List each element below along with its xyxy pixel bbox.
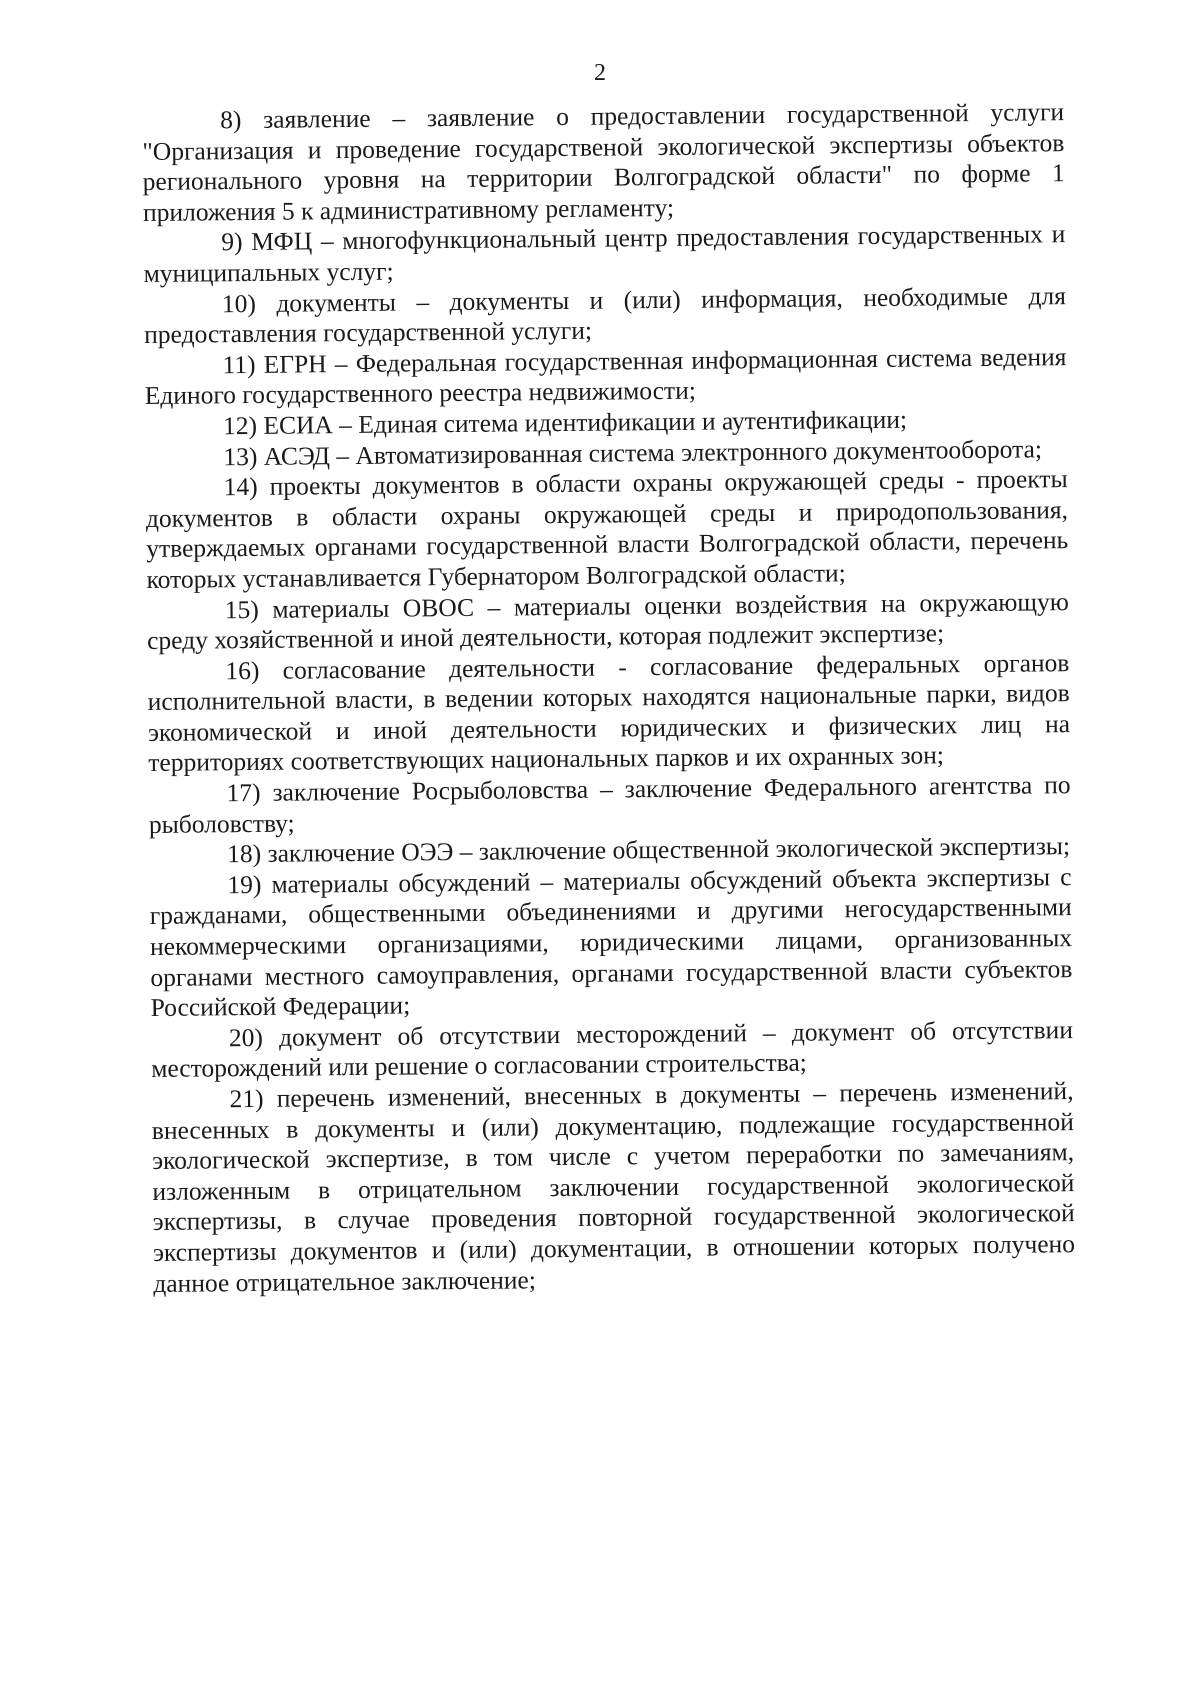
definition-item-10: 10) документы – документы и (или) информация, необходимые для предоставления государственной услуги; — [144, 280, 1066, 350]
definition-item-8: 8) заявление – заявление о предоставлении государственной услуги "Организация и проведение государственой экологической экспертизы объектов регионального уровня на территории Волгоградской области" по форме 1 приложения 5 к административному регламенту; — [142, 97, 1065, 227]
definitions-list — [142, 97, 1075, 1299]
definition-item-20: 20) документ об отсутствии месторождений – документ об отсутствии месторождений или решение о согласовании строительства; — [151, 1014, 1074, 1084]
definition-item-9: 9) МФЦ – многофункциональный центр предоставления государственных и муниципальных услуг; — [143, 219, 1066, 288]
definition-item-16: 16) согласование деятельности - согласование федеральных органов исполнительной власти, в ведении которых находятся национальные парки, видов экономической и иной деятельности юридических и физических лиц на территориях соответствующих национальных парков и их охранных зон; — [147, 647, 1071, 778]
definition-item-15: 15) материалы ОВОС – материалы оценки воздействия на окружающую среду хозяйственной и иной деятельности, которая подлежит экспертизе; — [146, 586, 1069, 656]
definition-item-21: 21) перечень изменений, внесенных в документы – перечень изменений, внесенных в документы и (или) документацию, подлежащие государственной экологической экспертизе, в том числе с учетом переработки по замечаниям, изложенным в отрицательном заключении государственной экологической экспертизы, в случае проведения повторной государственной экологической экспертизы документов и (или) документации, в отношении которых получено данное отрицательное заключение; — [151, 1076, 1076, 1298]
page-number: 2 — [594, 60, 606, 86]
definition-item-12: 12) ЕСИА – Единая ситема идентификации и аутентификации; — [222, 404, 908, 441]
definition-item-19: 19) материалы обсуждений – материалы обсуждений объекта экспертизы с гражданами, общественными объединениями и другими негосударственными некоммерческими организациями, юридическими лицами, организованных органами местного самоуправления, органами государственной власти субъектов Российской Федерации; — [149, 861, 1073, 1023]
definition-item-14: 14) проекты документов в области охраны окружающей среды - проекты документов в области охраны окружающей среды и природопользования, утверждаемых органами государственной власти Волгоградской области, перечень которых устанавливается Губернатором Волгоградской области; — [145, 464, 1069, 594]
definition-item-17: 17) заключение Росрыболовства – заключение Федерального агентства по рыболовству; — [148, 770, 1071, 839]
definition-item-11: 11) ЕГРН – Федеральная государственная информационная система ведения Единого государственного реестра недвижимости; — [144, 341, 1067, 411]
definition-item-13: 13) АСЭД – Автоматизированная система электронного документооборота; — [223, 433, 1043, 471]
definition-item-18: 18) заключение ОЭЭ – заключение общественной экологической экспертизы; — [227, 831, 1071, 869]
